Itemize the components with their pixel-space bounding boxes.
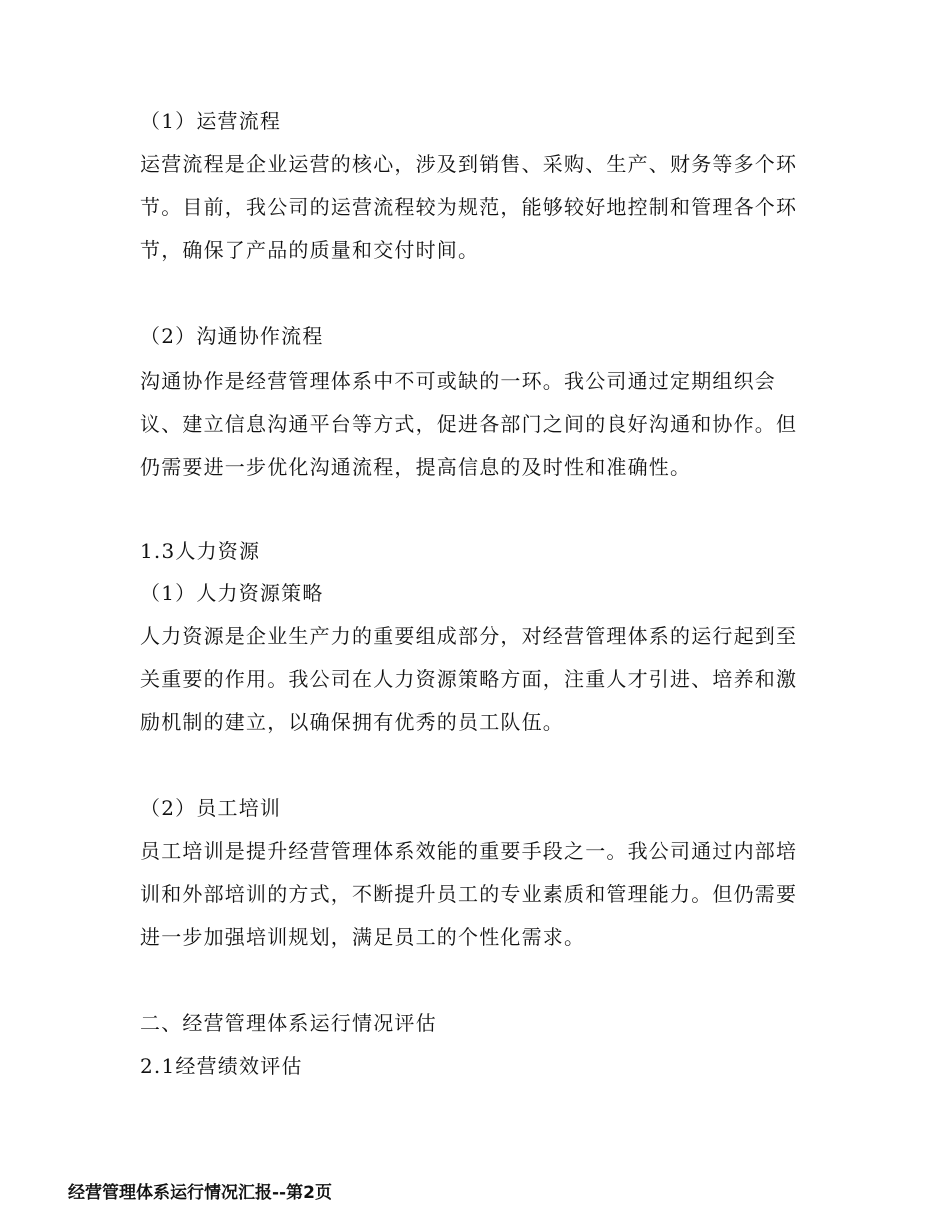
chapter-heading-evaluation: 二、经营管理体系运行情况评估 — [140, 1011, 437, 1035]
subsection-heading-hr-strategy: （1）人力资源策略 — [140, 581, 324, 605]
section-heading-operations-process: （1）运营流程 — [140, 109, 282, 133]
paragraph-hr-strategy: 人力资源是企业生产力的重要组成部分，对经营管理体系的运行起到至关重要的作用。我公司在人力资源策略方面，注重人才引进、培养和激励机制的建立，以确保拥有优秀的员工队伍。 — [140, 624, 798, 734]
subsection-heading-performance-evaluation: 2.1经营绩效评估 — [140, 1054, 303, 1078]
paragraph-communication-process: 沟通协作是经营管理体系中不可或缺的一环。我公司通过定期组织会议、建立信息沟通平台等方式，促进各部门之间的良好沟通和协作。但仍需要进一步优化沟通流程，提高信息的及时性和准确性。 — [140, 369, 798, 479]
section-heading-human-resources: 1.3人力资源 — [140, 539, 261, 563]
page-footer: 经营管理体系运行情况汇报--第2页 — [68, 1183, 332, 1203]
paragraph-operations-process: 运营流程是企业运营的核心，涉及到销售、采购、生产、财务等多个环节。目前，我公司的运营流程较为规范，能够较好地控制和管理各个环节，确保了产品的质量和交付时间。 — [140, 152, 798, 262]
section-heading-communication-process: （2）沟通协作流程 — [140, 324, 324, 348]
subsection-heading-employee-training: （2）员工培训 — [140, 796, 282, 820]
paragraph-employee-training: 员工培训是提升经营管理体系效能的重要手段之一。我公司通过内部培训和外部培训的方式，不断提升员工的专业素质和管理能力。但仍需要进一步加强培训规划，满足员工的个性化需求。 — [140, 839, 798, 949]
